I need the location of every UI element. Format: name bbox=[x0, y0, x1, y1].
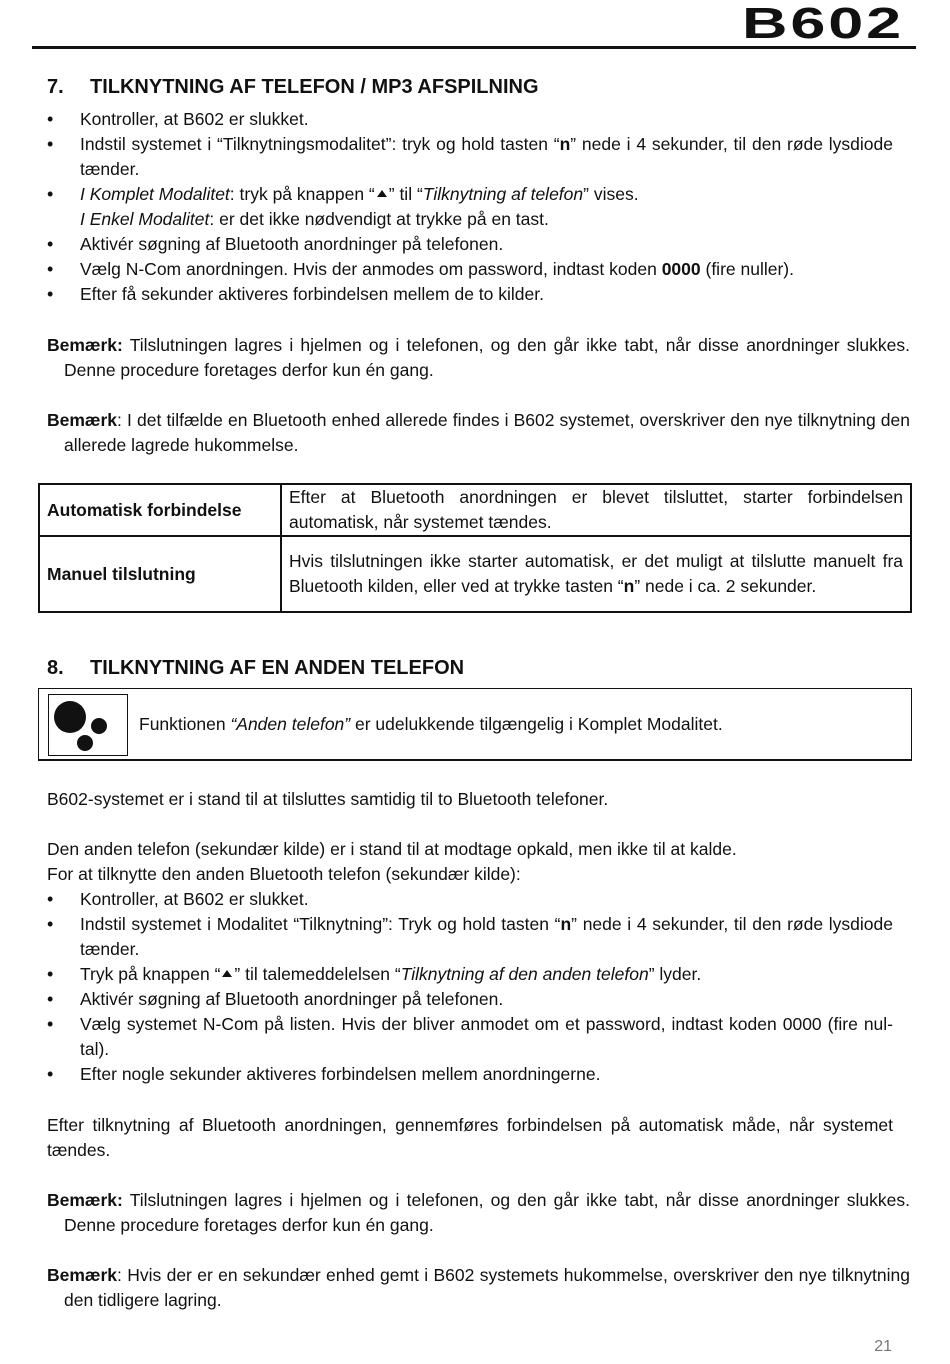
section-title: TILKNYTNING AF EN ANDEN TELEFON bbox=[90, 657, 465, 679]
paragraph: Den anden telefon (sekundær kilde) er i stand til at modtage opkald, men ikke til at kalde. bbox=[47, 839, 737, 859]
table-row bbox=[39, 484, 911, 536]
list-item: • Aktivér søgning af Bluetooth anordninger på telefonen. bbox=[47, 232, 893, 257]
list-item: • Aktivér søgning af Bluetooth anordninger på telefonen. bbox=[47, 987, 893, 1012]
list-item: • Indstil systemet i “Tilknytningsmodalitet”: tryk og hold tasten “n” nede i 4 sekunder, til den røde lysdiode tænder. bbox=[47, 132, 893, 182]
list-item: • Efter nogle sekunder aktiveres forbindelsen mellem anordningerne. bbox=[47, 1062, 893, 1087]
list-item: • I Komplet Modalitet: tryk på knappen “ ” til “Tilknytning af telefon” vises. bbox=[47, 182, 893, 207]
paragraph: Efter tilknytning af Bluetooth anordningen, gennemføres forbindelsen på automatisk måde, når systemet tændes. bbox=[47, 1115, 893, 1160]
svg-text:B602: B602 bbox=[742, 4, 904, 44]
connection-table bbox=[38, 483, 912, 613]
key-n: n bbox=[560, 914, 572, 934]
list-item: • Vælg N-Com anordningen. Hvis der anmodes om password, indtast koden 0000 (fire nuller). bbox=[47, 257, 893, 282]
header-rule bbox=[32, 46, 916, 49]
list-item: • Vælg systemet N-Com på listen. Hvis der bliver anmodet om et password, indtast koden 0000 (fire nul-tal). bbox=[47, 1012, 893, 1062]
list-item: • Kontroller, at B602 er slukket. bbox=[47, 887, 893, 912]
section-7-steps bbox=[47, 107, 893, 207]
info-text: Funktionen “Anden telefon” er udelukkende tilgængelig i Komplet Modalitet. bbox=[139, 714, 723, 734]
paragraph: For at tilknytte den anden Bluetooth telefon (sekundær kilde): bbox=[47, 864, 521, 884]
code: 0000 bbox=[661, 259, 701, 279]
list-item: • Kontroller, at B602 er slukket. bbox=[47, 107, 893, 132]
key-n: n bbox=[559, 134, 571, 154]
up-arrow-icon bbox=[377, 190, 387, 197]
list-item: • Efter få sekunder aktiveres forbindelsen mellem de to kilder. bbox=[47, 282, 893, 307]
paragraph: B602-systemet er i stand til at tilsluttes samtidig til to Bluetooth telefoner. bbox=[47, 789, 609, 809]
note: Bemærk: Tilslutningen lagres i hjelmen og i telefonen, og den går ikke tabt, når disse anordninger slukkes. Denne procedure foretages derfor kun én gang. bbox=[47, 1190, 910, 1235]
b602-logo bbox=[738, 4, 908, 44]
complete-mode-icon bbox=[48, 694, 128, 756]
table-cell-value: Hvis tilslutningen ikke starter automatisk, er det muligt at tilslutte manuelt fra Bluetooth kilden, eller ved at trykke tasten “n” nede i ca. 2 sekunder. bbox=[281, 536, 911, 612]
list-item: • Tryk på knappen “ ” til talemeddelelsen “Tilknytning af den anden telefon” lyder. bbox=[47, 962, 893, 987]
section-number: 8. bbox=[47, 657, 64, 679]
note: Bemærk: Hvis der er en sekundær enhed gemt i B602 systemets hukommelse, overskriver den nye tilknytning den tidligere lagring. bbox=[47, 1265, 910, 1310]
section-7-heading bbox=[47, 74, 893, 100]
section-8-steps bbox=[47, 887, 893, 1087]
table-row bbox=[39, 536, 911, 612]
section-title: TILKNYTNING AF TELEFON / MP3 AFSPILNING bbox=[90, 76, 539, 98]
list-item-continuation: I Enkel Modalitet: er det ikke nødvendigt at trykke på en tast. bbox=[80, 209, 549, 229]
page-number: 21 bbox=[874, 1338, 892, 1355]
up-arrow-icon bbox=[222, 970, 232, 977]
section-8-heading bbox=[47, 655, 893, 681]
table-cell-value: Efter at Bluetooth anordningen er blevet tilsluttet, starter forbindelsen automatisk, når systemet tændes. bbox=[281, 484, 911, 536]
section-number: 7. bbox=[47, 76, 64, 98]
section-7-steps-continued bbox=[47, 232, 893, 307]
note: Bemærk: I det tilfælde en Bluetooth enhed allerede findes i B602 systemet, overskriver den nye tilknytning den allerede lagrede hukommelse. bbox=[47, 410, 910, 455]
list-item: • Indstil systemet i Modalitet “Tilknytning”: Tryk og hold tasten “n” nede i 4 sekunder, til den røde lysdiode tænder. bbox=[47, 912, 893, 962]
table-cell-key: Automatisk forbindelse bbox=[39, 484, 281, 536]
note: Bemærk: Tilslutningen lagres i hjelmen og i telefonen, og den går ikke tabt, når disse anordninger slukkes. Denne procedure foretages derfor kun én gang. bbox=[47, 335, 910, 380]
table-cell-key: Manuel tilslutning bbox=[39, 536, 281, 612]
info-box bbox=[38, 688, 912, 761]
